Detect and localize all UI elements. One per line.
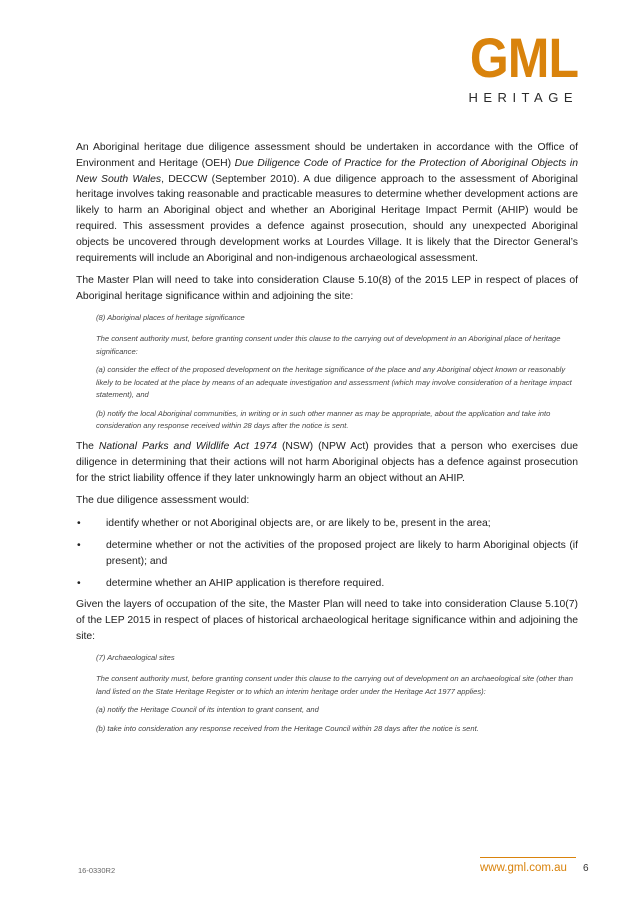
bullet-icon: • xyxy=(77,577,81,589)
quote1-item-b: (b) notify the local Aboriginal communities, in writing or in such other manner as may be appropriate, about the application and take into consideration any response received within 28 days after the notice is sent. xyxy=(96,408,551,431)
logo-gml-text: GML xyxy=(469,26,578,90)
paragraph-due-diligence xyxy=(76,140,578,266)
document-code: 16-0330R2 xyxy=(78,866,116,875)
paragraph-clause-5-10-7: Given the layers of occupation of the site, the Master Plan will need to take into consideration Clause 5.10(7) of the LEP 2015 in respect of places of historical archaeological heritage significance within and adjoining the site: xyxy=(76,599,578,642)
quote-clause-7 xyxy=(96,652,578,736)
quote1-intro: The consent authority must, before granting consent under this clause to the carrying out of development in an Aboriginal place of heritage significance: xyxy=(96,334,561,356)
footer-divider xyxy=(480,857,576,858)
list-item-text: determine whether an AHIP application is therefore required. xyxy=(106,577,385,589)
footer-website-link[interactable]: www.gml.com.au xyxy=(480,862,567,874)
p3-text-end: (NSW) (NPW Act) provides that a person who exercises due diligence in determining that their actions will not harm Aboriginal objects has a defence against prosecution for the strict liability offence if they later unknowingly harm an object without an AHIP. xyxy=(76,440,578,484)
page-body xyxy=(76,140,578,741)
quote2-item-b: (b) take into consideration any response received from the Heritage Council within 28 days after the notice is sent. xyxy=(96,723,479,733)
quote-clause-8 xyxy=(96,312,578,433)
quote2-item-a: (a) notify the Heritage Council of its intention to grant consent, and xyxy=(96,705,319,715)
bullet-icon: • xyxy=(77,539,81,551)
p3-act-title: National Parks and Wildlife Act 1974 xyxy=(98,440,277,452)
paragraph-clause-5-10-8: The Master Plan will need to take into consideration Clause 5.10(8) of the 2015 LEP in respect of places of Aboriginal heritage significance within and adjoining the site: xyxy=(76,275,578,303)
logo-heritage-text: HERITAGE xyxy=(468,90,578,105)
p1-code-title: Due Diligence Code of Practice for the Protection of Aboriginal Objects in New South Wales xyxy=(76,157,578,185)
list-item xyxy=(76,516,578,532)
quote1-heading: (8) Aboriginal places of heritage significance xyxy=(96,312,245,322)
gml-heritage-logo xyxy=(468,26,579,105)
paragraph-assessment-would: The due diligence assessment would: xyxy=(76,495,250,507)
quote1-item-a: (a) consider the effect of the proposed development on the heritage significance of the place and any Aboriginal object known or reasonably likely to be located at the place by means of an adequate investigation and assessment (which may involve consideration of a heritage impact statement), and xyxy=(96,365,572,400)
quote2-heading: (7) Archaeological sites xyxy=(96,652,175,662)
p1-text-end: , DECCW (September 2010). A due diligence approach to the assessment of Aboriginal heritage involves taking reasonable and practicable measures to determine whether development actions are likely to harm an Aboriginal object and whether an Aboriginal Heritage Impact Permit (AHIP) would be required. This assessment provides a defence against prosecution, should any unexpected Aboriginal objects be uncovered through development works at Lourdes Village. It is likely that the Director General’s requirements will include an Aboriginal and non-indigenous archaeological assessment. xyxy=(76,173,578,264)
page-number: 6 xyxy=(583,863,589,874)
paragraph-npw-act xyxy=(76,439,578,486)
list-item xyxy=(76,576,578,592)
p1-text-start: An Aboriginal heritage due diligence assessment should be undertaken in accordance with the Office of Environment and Heritage (OEH) xyxy=(76,142,578,169)
list-item-text: identify whether or not Aboriginal objects are, or are likely to be, present in the area; xyxy=(106,518,491,530)
p3-text-start: The xyxy=(76,440,99,452)
quote2-intro: The consent authority must, before granting consent under this clause to the carrying out of development on an archaeological site (other than land listed on the State Heritage Register or to which an interim heritage order under the Heritage Act 1977 applies): xyxy=(96,674,574,696)
bullet-icon: • xyxy=(77,518,81,530)
list-item-text: determine whether or not the activities of the proposed project are likely to harm Aboriginal objects (if present); and xyxy=(106,539,578,567)
list-item xyxy=(76,538,578,570)
bullet-list xyxy=(76,516,578,591)
